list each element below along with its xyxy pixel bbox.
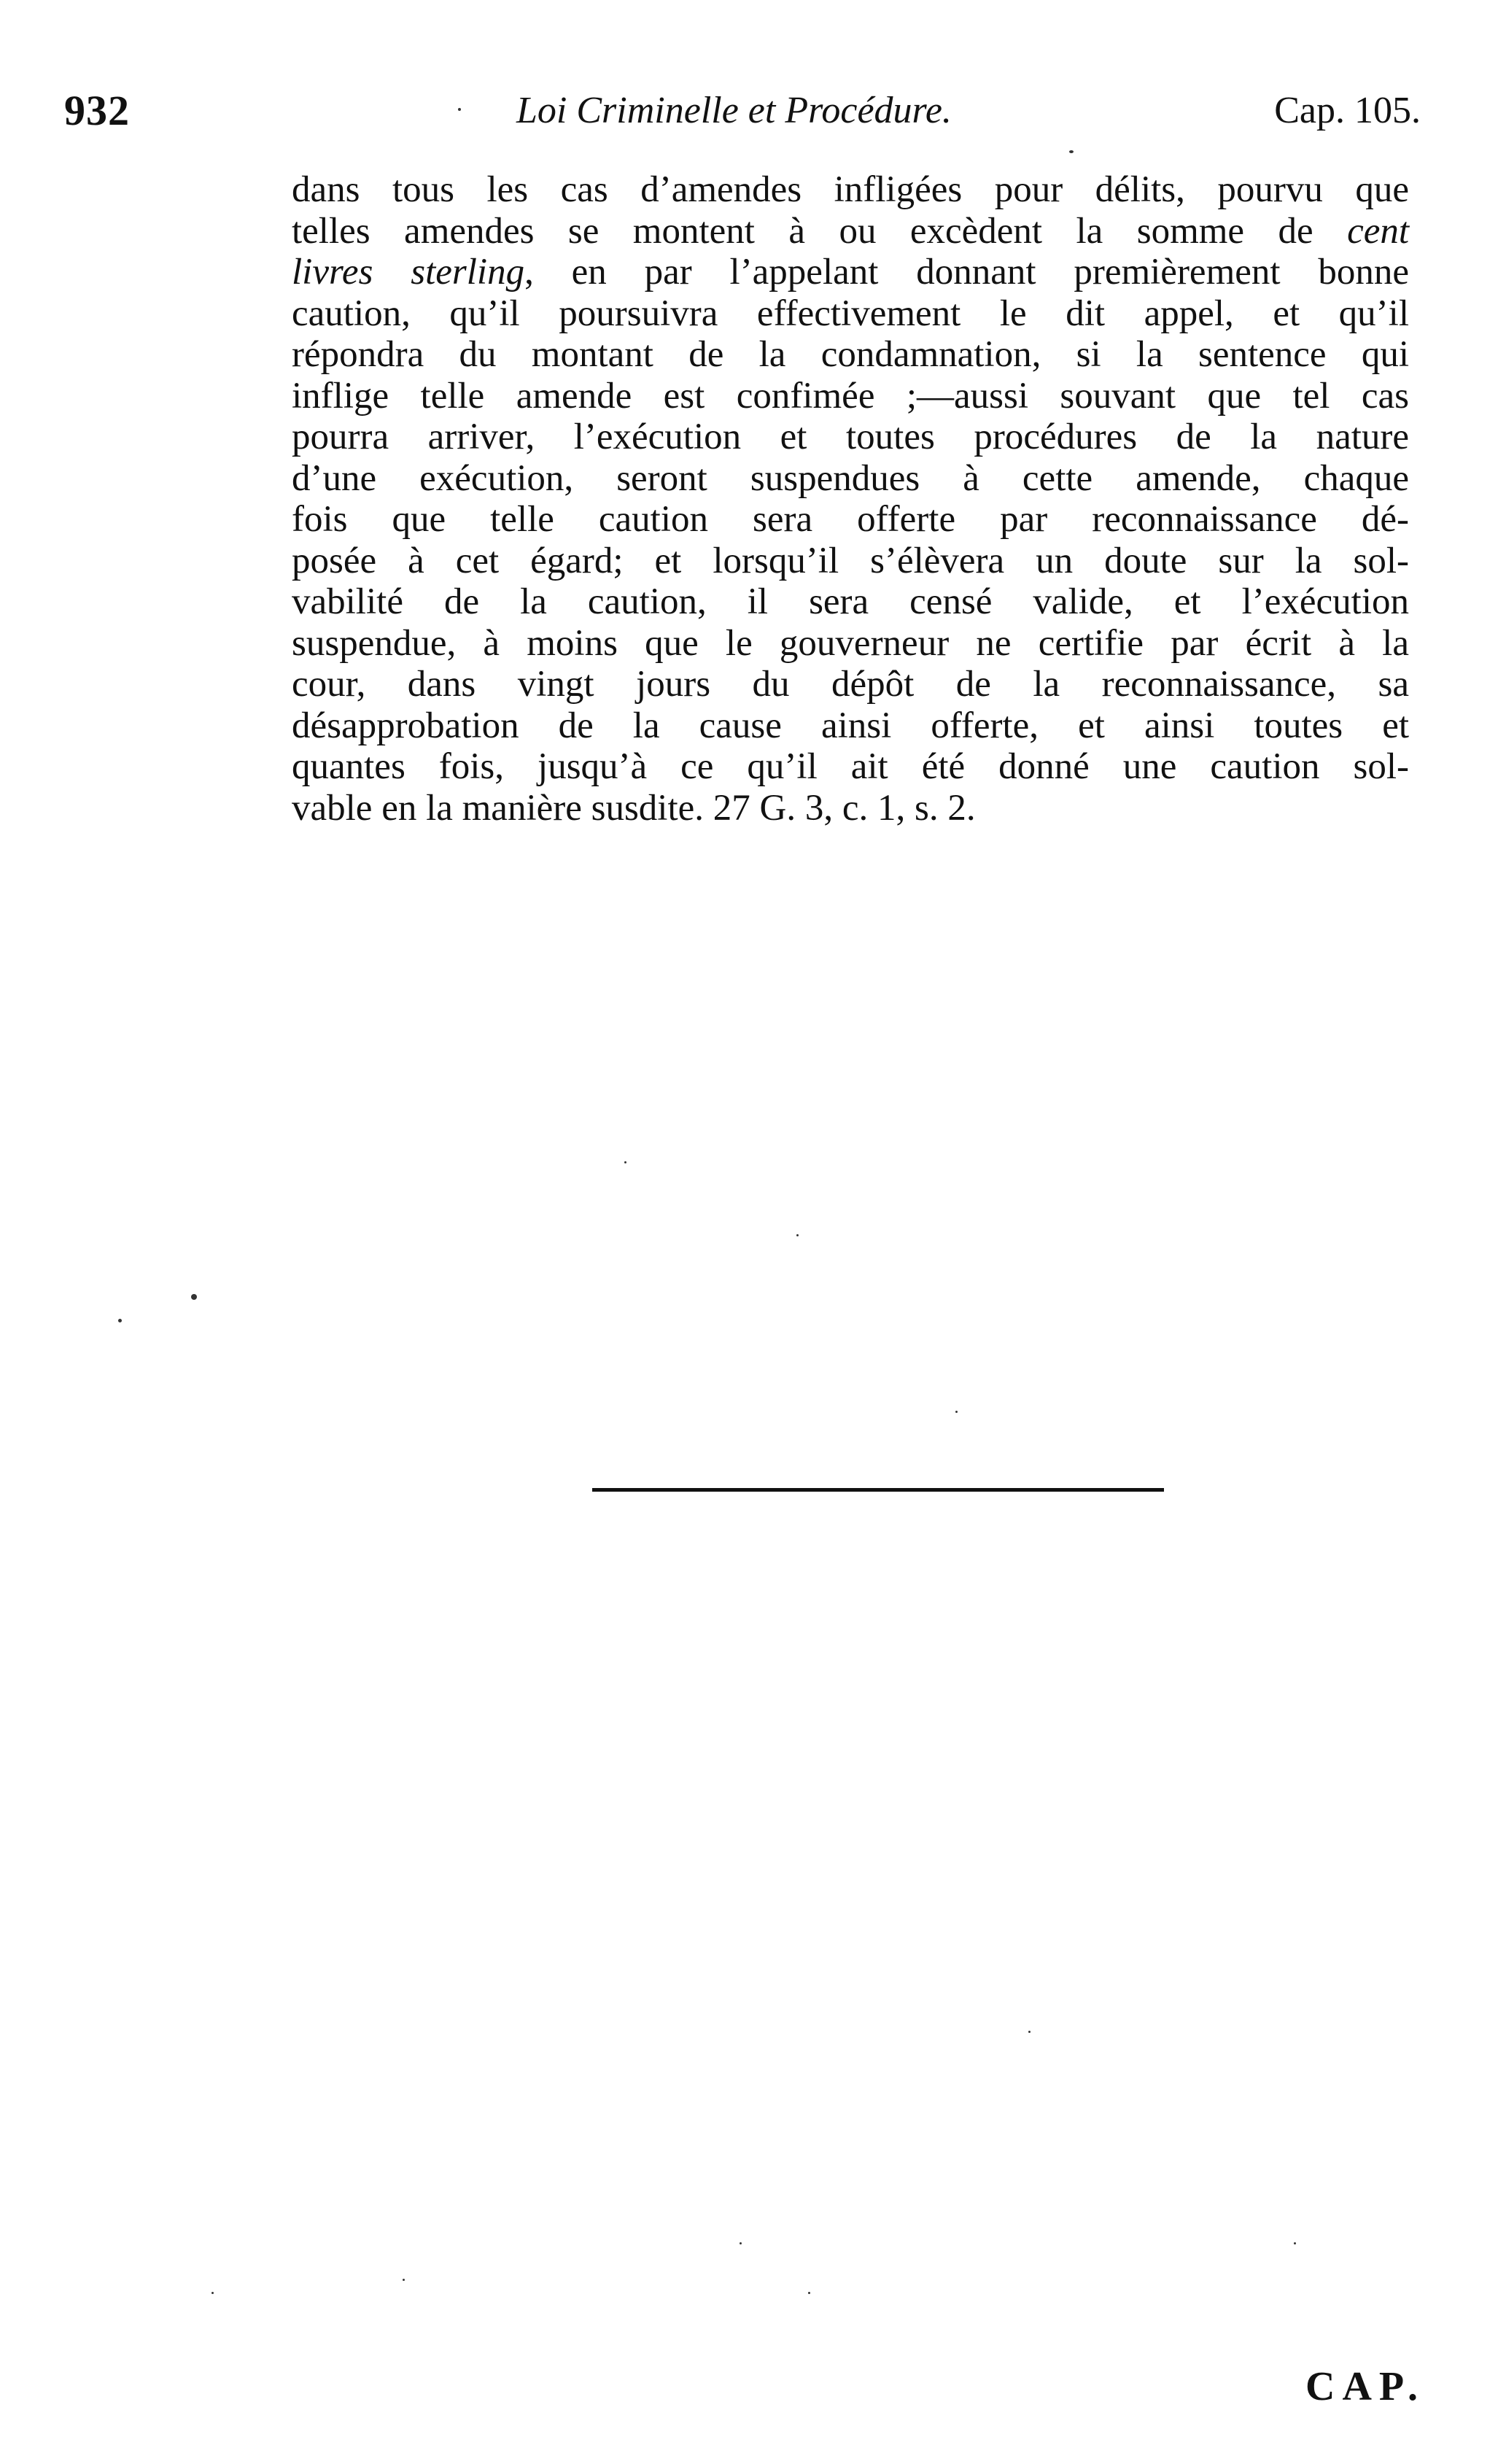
print-speck xyxy=(118,1319,122,1322)
catchword: CAP. xyxy=(1305,2364,1425,2409)
text-line: désapprobation de la cause ainsi offerte, et ainsi toutes et xyxy=(292,705,1409,746)
print-speck xyxy=(211,2292,214,2294)
print-speck xyxy=(1294,2242,1296,2244)
print-speck xyxy=(808,2292,810,2294)
text-line: vabilité de la caution, il sera censé valide, et l’exécution xyxy=(292,581,1409,622)
print-speck xyxy=(1069,150,1074,153)
section-divider-rule xyxy=(592,1488,1164,1492)
text-fragment: , en par l’appelant donnant premièrement bonne xyxy=(524,252,1409,292)
body-paragraph xyxy=(292,169,1409,829)
page-header xyxy=(64,86,1421,144)
text-line: caution, qu’il poursuivra effectivement le dit appel, et qu’il xyxy=(292,292,1409,334)
text-line: pourra arriver, l’exécution et toutes procédures de la nature xyxy=(292,417,1409,457)
print-speck xyxy=(796,1234,799,1236)
print-speck xyxy=(1028,2031,1031,2033)
print-speck xyxy=(403,2279,405,2281)
print-speck xyxy=(191,1294,197,1300)
italic-text: cent xyxy=(1347,210,1410,252)
text-line xyxy=(292,252,1409,293)
print-speck xyxy=(624,1161,626,1163)
page-number: 932 xyxy=(64,87,130,134)
text-line: dans tous les cas d’amendes infligées pour délits, pourvu que xyxy=(292,169,1409,210)
print-speck xyxy=(740,2242,742,2244)
print-speck xyxy=(458,108,461,111)
text-line: posée à cet égard; et lorsqu’il s’élèvera un doute sur la sol- xyxy=(292,540,1409,581)
text-line: d’une exécution, seront suspendues à cette amende, chaque xyxy=(292,457,1409,499)
text-line: cour, dans vingt jours du dépôt de la reconnaissance, sa xyxy=(292,664,1409,705)
text-line: vable en la manière susdite. 27 G. 3, c. 1, s. 2. xyxy=(292,787,976,829)
text-line xyxy=(292,211,1409,252)
text-line: suspendue, à moins que le gouverneur ne certifie par écrit à la xyxy=(292,622,1409,664)
print-speck xyxy=(955,1411,958,1413)
running-title: Loi Criminelle et Procédure. xyxy=(516,90,952,131)
text-line: fois que telle caution sera offerte par reconnaissance dé- xyxy=(292,499,1409,540)
text-fragment: telles amendes se montent à ou excèdent la somme de xyxy=(292,210,1313,252)
text-line: répondra du montant de la condamnation, si la sentence qui xyxy=(292,334,1409,375)
italic-text: livres sterling xyxy=(292,252,525,292)
text-line: inflige telle amende est confimée ;—aussi souvant que tel cas xyxy=(292,375,1409,417)
chapter-reference: Cap. 105. xyxy=(1274,90,1421,131)
text-line: quantes fois, jusqu’à ce qu’il ait été donné une caution sol- xyxy=(292,746,1409,787)
